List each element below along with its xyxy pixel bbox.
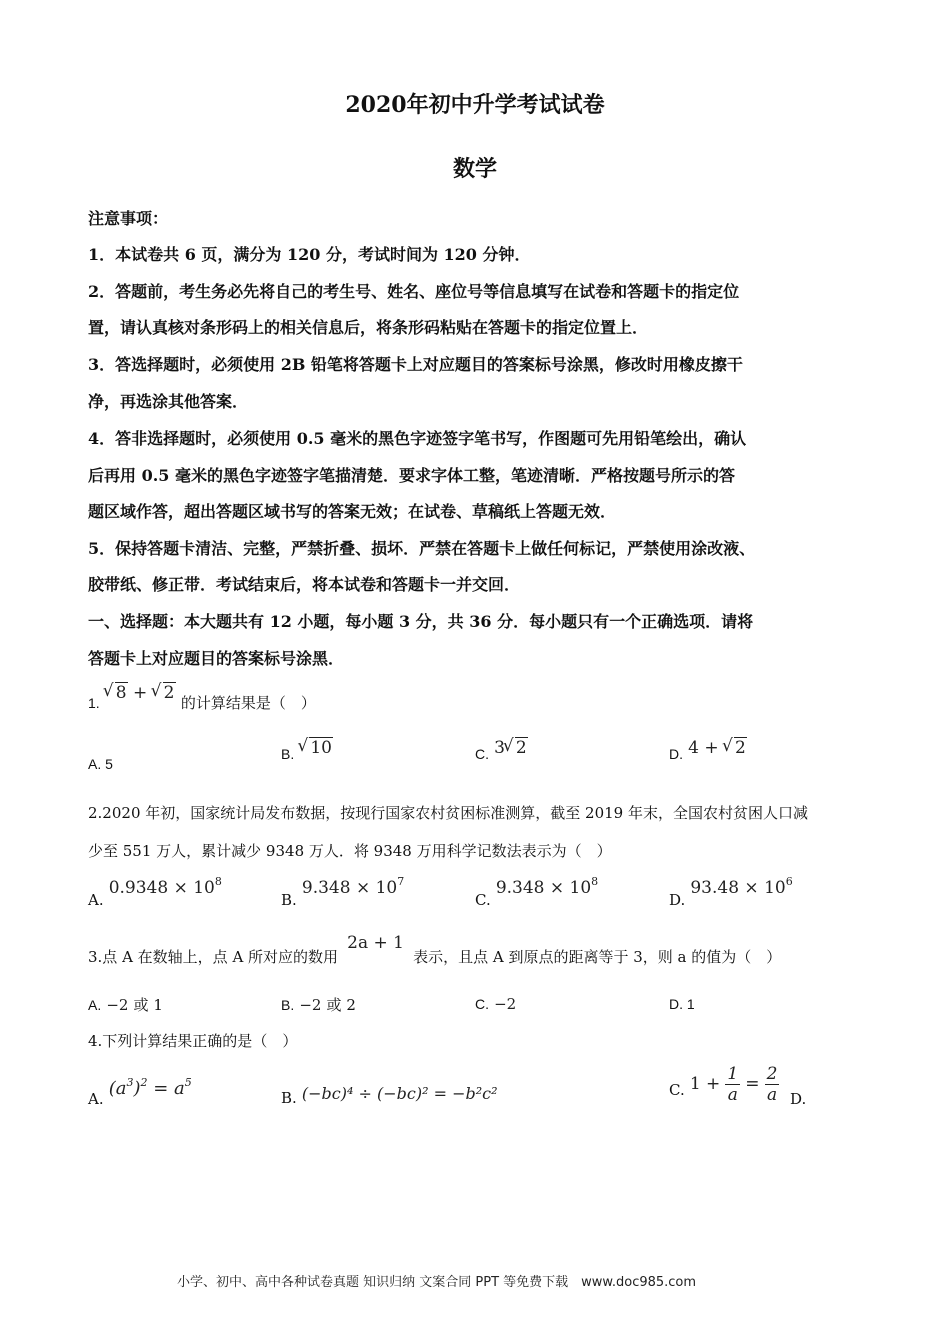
notes-line: 净，再选涂其他答案． bbox=[88, 392, 249, 411]
option-b[interactable]: B. √ 10 bbox=[281, 744, 333, 764]
option-d[interactable]: D. $93.48 \times 10^6$ bbox=[669, 875, 793, 909]
option-d[interactable]: D. 4 + √ 2 bbox=[669, 744, 747, 764]
option-c[interactable]: C. $9.348 \times 10^8$ bbox=[475, 875, 599, 909]
notes-line: 1．本试卷共 6 页，满分为 120 分，考试时间为 120 分钟． bbox=[88, 245, 531, 264]
subject-title: 数学 bbox=[452, 156, 497, 182]
notes-line: 胶带纸、修正带．考试结束后，将本试卷和答题卡一并交回． bbox=[88, 575, 521, 594]
option-b[interactable]: B. (−bc)⁴ ÷ (−bc)² = −b²c² bbox=[281, 1084, 498, 1107]
option-c[interactable]: C. 1 + $\frac{1}{a}$ = $\frac{2}{a}$ bbox=[669, 1064, 778, 1105]
option-a-expression: $(a^3)^2 = a^5$ bbox=[108, 1076, 192, 1099]
section-heading-cont: 答题卡上对应题目的答案标号涂黑． bbox=[88, 649, 345, 668]
notes-heading: 注意事项： bbox=[88, 209, 169, 228]
notes-line: 5．保持答题卡清洁、完整，严禁折叠、损坏．严禁在答题卡上做任何标记，严禁使用涂改液、 bbox=[88, 539, 756, 558]
option-d[interactable]: D. 1 bbox=[669, 996, 695, 1012]
option-b[interactable]: B. $9.348 \times 10^7$ bbox=[281, 875, 405, 909]
notes-line: 题区域作答，超出答题区域书写的答案无效；在试卷、草稿纸上答题无效． bbox=[88, 502, 617, 521]
notes-line: 后再用 0.5 毫米的黑色字迹签字笔描清楚．要求字体工整，笔迹清晰．严格按题号所示的答 bbox=[88, 466, 735, 485]
notes-line: 置，请认真核对条形码上的相关信息后，将条形码粘贴在答题卡的指定位置上． bbox=[88, 318, 649, 337]
option-d[interactable]: D. bbox=[790, 1090, 807, 1108]
option-a[interactable]: A. −2 或 1 bbox=[88, 996, 163, 1014]
notes-line: 3．答选择题时，必须使用 2B 铅笔将答题卡上对应题目的答案标号涂黑，修改时用橡皮擦干 bbox=[88, 355, 743, 374]
exam-title: 2020年初中升学考试试卷 bbox=[345, 92, 605, 118]
question-2-line2: 少至 551 万人，累计减少 9348 万人．将 9348 万用科学记数法表示为（ ） bbox=[88, 842, 612, 860]
option-b[interactable]: B. −2 或 2 bbox=[281, 996, 356, 1014]
option-c[interactable]: C. −2 bbox=[475, 995, 517, 1013]
option-a[interactable]: A. $(a^3)^2 = a^5$ bbox=[88, 1076, 192, 1108]
section-heading: 一、选择题：本大题共有 12 小题，每小题 3 分，共 36 分．每小题只有一个正确选项．请将 bbox=[88, 612, 754, 631]
option-c[interactable]: C. 3√ 2 bbox=[475, 744, 528, 764]
question-1: 1. √ 8 + √ 2 的计算结果是（ ） bbox=[88, 692, 316, 713]
option-a[interactable]: A. 5 bbox=[88, 756, 113, 772]
footer-text: 小学、初中、高中各种试卷真题 知识归纳 文案合同 PPT 等免费下载 www.doc985.com bbox=[177, 1275, 697, 1290]
question-2-line1: 2.2020 年初，国家统计局发布数据，按现行国家农村贫困标准测算，截至 2019 年末，全国农村贫困人口减 bbox=[88, 804, 808, 822]
question-3: 3.点 A 在数轴上，点 A 所对应的数用 2a + 1 表示，且点 A 到原点的距离等于 3，则 a 的值为（ ） bbox=[88, 933, 782, 966]
notes-line: 4．答非选择题时，必须使用 0.5 毫米的黑色字迹签字笔书写，作图题可先用铅笔绘出，确认 bbox=[88, 429, 747, 448]
option-a[interactable]: A. $0.9348 \times 10^8$ bbox=[88, 875, 222, 909]
question-4: 4.下列计算结果正确的是（ ） bbox=[88, 1032, 298, 1050]
notes-line: 2．答题前，考生务必先将自己的考生号、姓名、座位号等信息填写在试卷和答题卡的指定位 bbox=[88, 282, 740, 301]
